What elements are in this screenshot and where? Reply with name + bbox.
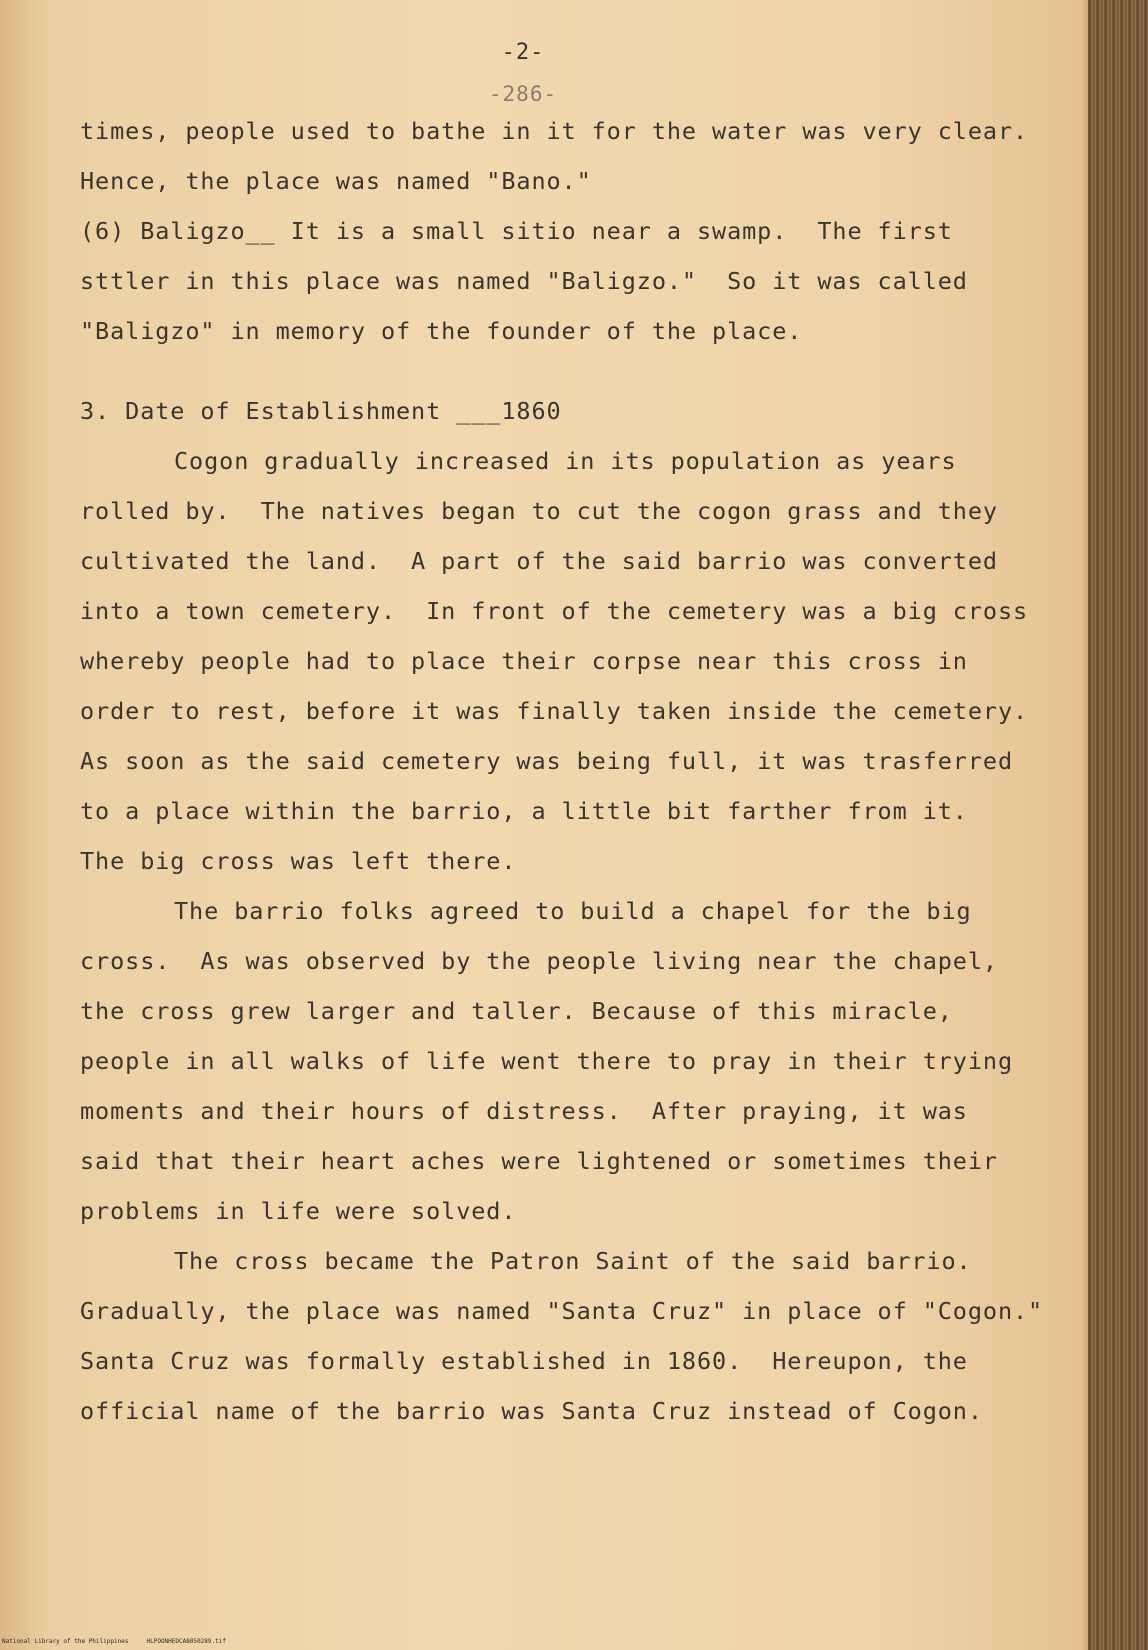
text-line: Gradually, the place was named "Santa Cruz" in place of "Cogon." <box>80 1297 1044 1325</box>
text-line: The barrio folks agreed to build a chapel for the big <box>174 897 972 925</box>
text-line: rolled by. The natives began to cut the cogon grass and they <box>80 497 998 525</box>
text-line: to a place within the barrio, a little bit farther from it. <box>80 797 968 825</box>
text-line: The big cross was left there. <box>80 847 517 875</box>
text-line: sttler in this place was named "Baligzo." So it was called <box>80 267 968 295</box>
text-line: As soon as the said cemetery was being full, it was trasferred <box>80 747 1013 775</box>
text-line: people in all walks of life went there to pray in their trying <box>80 1047 1013 1075</box>
text-line: the cross grew larger and taller. Because of this miracle, <box>80 997 953 1025</box>
scan-footer: National Library of the Philippines HLPOONHEDCAB050289.tif <box>2 1638 226 1645</box>
text-line: (6) Baligzo__ It is a small sitio near a swamp. The first <box>80 217 953 245</box>
text-line: Cogon gradually increased in its population as years <box>174 447 957 475</box>
text-line: whereby people had to place their corpse near this cross in <box>80 647 968 675</box>
page-number: -2- <box>501 40 545 65</box>
text-line: The cross became the Patron Saint of the said barrio. <box>174 1247 972 1275</box>
text-line: cross. As was observed by the people living near the chapel, <box>80 947 998 975</box>
text-line: times, people used to bathe in it for the water was very clear. <box>80 117 1029 145</box>
text-line: said that their heart aches were lightened or sometimes their <box>80 1147 998 1175</box>
text-line: order to rest, before it was finally taken inside the cemetery. <box>80 697 1029 725</box>
book-binding <box>1088 0 1148 1650</box>
text-line: official name of the barrio was Santa Cruz instead of Cogon. <box>80 1397 983 1425</box>
text-line: Santa Cruz was formally established in 1860. Hereupon, the <box>80 1347 968 1375</box>
text-line: cultivated the land. A part of the said barrio was converted <box>80 547 998 575</box>
text-line: into a town cemetery. In front of the cemetery was a big cross <box>80 597 1029 625</box>
text-line: problems in life were solved. <box>80 1197 517 1225</box>
text-line: Hence, the place was named "Bano." <box>80 167 592 195</box>
section-heading: 3. Date of Establishment ___1860 <box>80 397 562 425</box>
stamped-page-number: -286- <box>488 82 558 106</box>
text-line: "Baligzo" in memory of the founder of the place. <box>80 317 803 345</box>
text-line: moments and their hours of distress. After praying, it was <box>80 1097 968 1125</box>
